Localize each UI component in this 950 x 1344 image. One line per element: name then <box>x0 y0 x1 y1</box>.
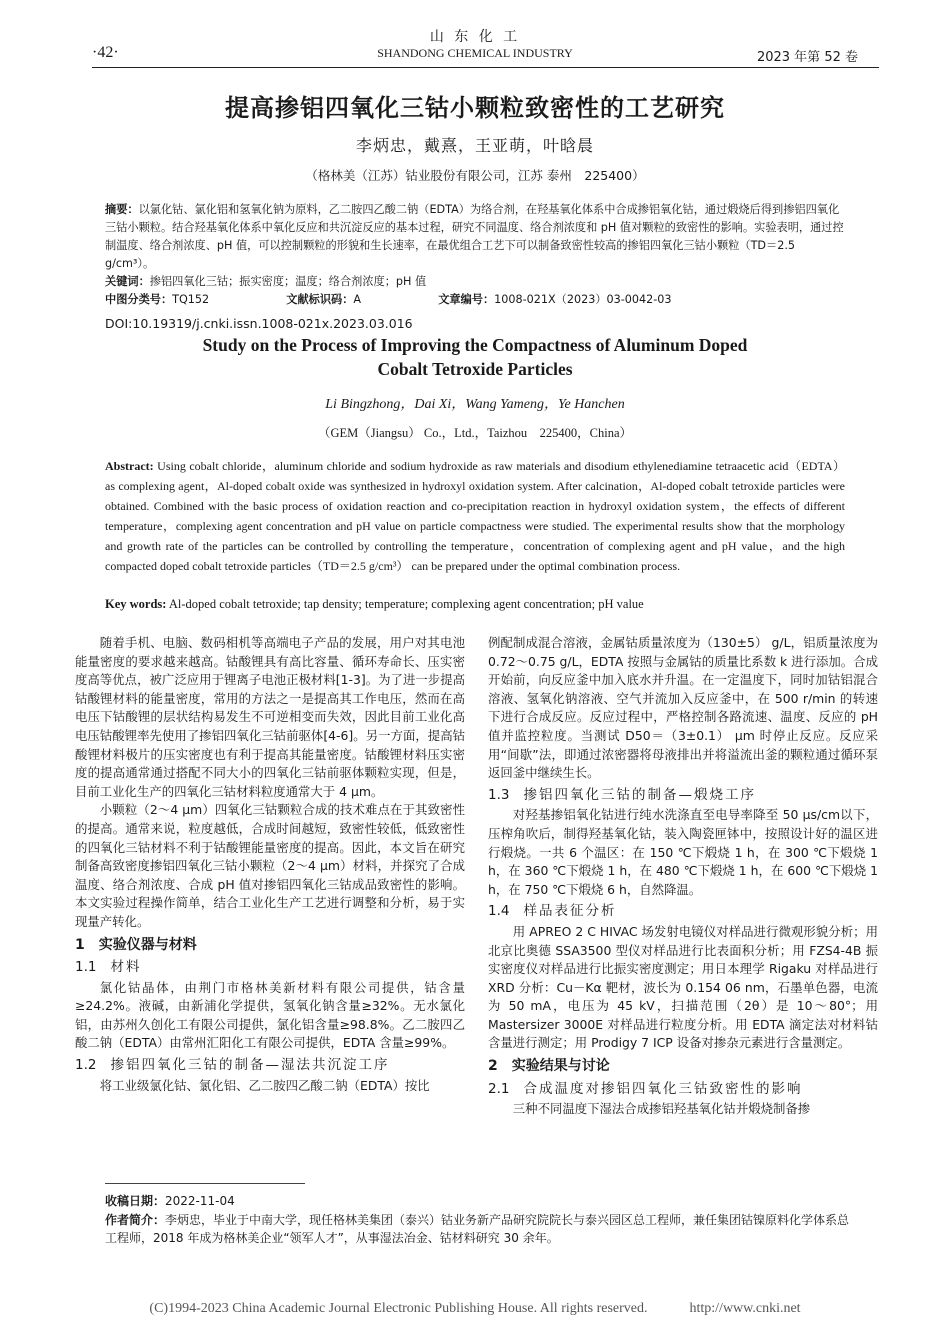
paragraph: 对羟基掺铝氧化钴进行纯水洗涤直至电导率降至 50 μs/cm以下，压榨角吹后，制得羟基氧化钴，装入陶瓷匣钵中，按照设计好的温区进行煅烧。一共 6 个温区：在 150 ℃下煅烧 1 h，在 300 ℃下煅烧 1 h，在 360 ℃下煅烧 1 h，在 480 ℃下煅烧 1 h，在 600 ℃下煅烧 1 h，在 750 ℃下煅烧 6 h，自然降温。 <box>488 807 878 897</box>
subsection-heading <box>488 902 878 921</box>
footnote <box>105 1192 850 1248</box>
abstract-en-label: Abstract: <box>105 459 154 473</box>
bio-label: 作者简介： <box>105 1212 166 1227</box>
bio-text: 李炳忠，毕业于中南大学，现任格林美集团（泰兴）钴业务新产品研究院院长与泰兴园区总工程师，兼任集团钴镍原料化学体系总工程师，2018 年成为格林美企业“领军人才”，从事湿法冶金、钴材料研究 30 余年。 <box>105 1212 850 1245</box>
subsection-heading <box>488 1080 878 1099</box>
copyright-watermark: (C)1994-2023 China Academic Journal Electronic Publishing House. All rights reserved. http://www.cnki.net <box>149 1301 801 1316</box>
subsection-number: 1.2 <box>75 1057 97 1074</box>
header-rule <box>92 67 879 68</box>
clc-label: 中图分类号： <box>105 293 173 306</box>
affiliation-cn: （格林美（江苏）钴业股份有限公司，江苏 泰州 225400） <box>305 168 645 183</box>
subsection-title: 合成温度对掺铝四氧化三钴致密性的影响 <box>523 1080 803 1097</box>
keywords-en-text: Al-doped cobalt tetroxide; tap density; temperature; complexing agent concentration; pH value <box>166 597 644 611</box>
body-right-column <box>488 634 878 1119</box>
abstract-cn-text: 以氯化钴、氯化铝和氢氧化钠为原料，乙二胺四乙酸二钠（EDTA）为络合剂，在羟基氧化体系中合成掺铝氧化钴，通过煅烧后得到掺铝四氧化三钴小颗粒。结合羟基氧化体系中氧化反应和共沉淀反应的基本过程，研究不同温度、络合剂浓度和 pH 值对颗粒的致密性的影响。实验表明，通过控制温度、络合剂浓度、pH 值，可以控制颗粒的形貌和生长速率，在最优组合工艺下可以制备致密性较高的掺铝四氧化三钴小颗粒（TD＝2.5 g/cm³）。 <box>105 203 844 270</box>
title-cn: 提高掺铝四氧化三钴小颗粒致密性的工艺研究 <box>225 94 725 122</box>
author-bio <box>105 1211 850 1248</box>
received-label: 收稿日期： <box>105 1194 166 1208</box>
doc-value: A <box>353 293 362 306</box>
paragraph: 氯化钴晶体，由荆门市格林美新材料有限公司提供，钴含量≥24.2%。液碱，由新浦化学提供，氢氧化钠含量≥32%。无水氯化铝，由苏州久创化工有限公司提供，氯化铝含量≥98.8%。乙二胺四乙酸二钠（EDTA）由常州汇阳化工有限公司提供，EDTA 含量≥99%。 <box>75 979 465 1051</box>
paragraph: 将工业级氯化钴、氯化铝、乙二胺四乙酸二钠（EDTA）按比 <box>99 1077 430 1093</box>
subsection-title: 掺铝四氧化三钴的制备—煅烧工序 <box>523 786 756 803</box>
doi: DOI:10.19319/j.cnki.issn.1008-021x.2023.03.016 <box>105 316 413 331</box>
page-number: ·42· <box>92 44 119 61</box>
abstract-en-text: Using cobalt chloride，aluminum chloride and sodium hydroxide as raw materials and disodium ethylenediamine tetraacetic acid（EDTA） as complexing agent，Al-doped cobalt oxide was synthesized in hydroxyl oxidation system. After calcination，Al-doped cobalt tetroxide particles were obtained. Combined with the basic process of oxidation reaction and co-precipitation reaction in hydroxyl oxidation system，the effects of different temperature，complexing agent concentration and pH value on particle compactness were studied. The experimental results show that the morphology and growth rate of the particles can be controlled by controlling the temperature，concentration of complexing agent and pH value，and the high compacted doped cobalt tetroxide particles（TD＝2.5 g/cm³） can be prepared under the optimal combination process. <box>105 459 845 573</box>
abstract-cn-label: 摘要： <box>105 203 139 216</box>
paragraph: 小颗粒（2～4 μm）四氧化三钴颗粒合成的技术难点在于其致密性的提高。通常来说，粒度越低，合成时间越短，致密性较低，低致密性的四氧化三钴材料不利于钴酸锂能量密度的提高。因此，本文旨在研究制备高致密度掺铝四氧化三钴小颗粒（2～4 μm）材料，并探究了合成温度、络合剂浓度、合成 pH 值对掺铝四氧化三钴成品致密性的影响。本文实验过程操作简单，结合工业化生产工艺进行调整和分析，易于实现量产转化。 <box>75 802 465 929</box>
received-value: 2022-11-04 <box>165 1194 235 1208</box>
paragraph: 随着手机、电脑、数码相机等高端电子产品的发展，用户对其电池能量密度的要求越来越高。钴酸锂具有高比容量、循环寿命长、压实密度高等优点，被广泛应用于锂离子电池正极材料[1-3]。为了进一步提高钴酸锂材料的能量密度，常用的方法之一是提高其工作电压，然而在高电压下钴酸锂的层状结构易发生不可逆相变而失效，因此目前工业化高电压钴酸锂率先使用了掺铝四氧化三钴前驱体[4-6]。另一方面，提高钴酸锂材料极片的压实密度也有利于提高其能量密度。钴酸锂材料压实密度的提高通常通过搭配不同大小的四氧化三钴前驱体颗粒实现，但是，目前工业化生产的四氧化三钴材料粒度通常大于 4 μm。 <box>75 635 465 799</box>
subsection-heading <box>75 1056 465 1075</box>
subsection-number: 2.1 <box>488 1080 510 1097</box>
paragraph: 例配制成混合溶液，金属钴质量浓度为（130±5） g/L，铝质量浓度为 0.72～0.75 g/L，EDTA 按照与金属钴的质量比系数 k 进行添加。合成开始前，向反应釜中加入底水并升温。在一定温度下，同时加钴铝混合溶液、氢氧化钠溶液、空气并流加入反应釜中，在 500 r/min 的转速下进行合成反应。反应过程中，严格控制各路流速、温度、反应的 pH 值并监控粒度。当测试 D50＝（3±0.1） μm 时停止反应。反应采用“间歇”法，即通过浓密器将母液排出并将溢流出釜的颗粒通过循环泵返回釜中继续生长。 <box>488 635 878 781</box>
authors-cn: 李炳忠，戴熹，王亚萌，叶晗晨 <box>355 136 594 155</box>
classification-line <box>105 291 845 309</box>
title-en-line1: Study on the Process of Improving the Compactness of Aluminum Doped <box>202 335 748 355</box>
keywords-cn <box>105 273 845 291</box>
keywords-cn-text: 掺铝四氧化三钴；振实密度；温度；络合剂浓度；pH 值 <box>149 275 427 288</box>
paragraph: 三种不同温度下湿法合成掺铝羟基氧化钴并煅烧制备掺 <box>512 1101 811 1117</box>
journal-name-cn: 山 东 化 工 <box>429 29 521 45</box>
issue-info: 2023 年第 52 卷 <box>756 50 858 65</box>
subsection-title: 掺铝四氧化三钴的制备—湿法共沉淀工序 <box>110 1057 390 1074</box>
journal-name-en: SHANDONG CHEMICAL INDUSTRY <box>377 46 573 60</box>
clc-value: TQ152 <box>172 293 210 306</box>
doc-label: 文献标识码： <box>286 293 354 306</box>
keywords-cn-label: 关键词： <box>105 275 150 288</box>
subsection-title: 样品表征分析 <box>523 903 617 920</box>
footnote-rule <box>105 1183 305 1184</box>
title-en <box>0 333 950 381</box>
keywords-en-label: Key words: <box>105 597 167 611</box>
abstract-en <box>105 456 845 576</box>
section-heading: 2 实验结果与讨论 <box>488 1058 610 1075</box>
subsection-heading <box>75 958 465 977</box>
affiliation-en: （GEM（Jiangsu） Co.，Ltd.，Taizhou 225400，China） <box>317 426 633 440</box>
subsection-number: 1.1 <box>75 959 97 976</box>
article-value: 1008-021X（2023）03-0042-03 <box>494 293 672 306</box>
authors-en: Li Bingzhong，Dai Xi，Wang Yameng，Ye Hanchen <box>325 397 625 412</box>
paragraph: 用 APREO 2 C HIVAC 场发射电镜仪对样品进行微观形貌分析；用北京比奥德 SSA3500 型仪对样品进行比表面积分析；用 FZS4-4B 振实密度仪对样品进行比振实密度测定；用日本理学 Rigaku 对样品进行 XRD 分析：Cu－Kα 靶材，波长为 0.154 06 nm，石墨单色器，电流为 50 mA，电压为 45 kV，扫描范围（2θ）是 10～80°；用 Mastersizer 3000E 对样品进行粒度分析。用 EDTA 滴定法对材料钴含量进行测定；用 Prodigy 7 ICP 设备对掺杂元素进行含量测定。 <box>488 923 878 1051</box>
keywords-en <box>105 597 845 612</box>
received-date <box>105 1192 850 1211</box>
section-heading: 1 实验仪器与材料 <box>75 936 197 953</box>
article-label: 文章编号： <box>438 293 495 306</box>
subsection-heading <box>488 786 878 805</box>
subsection-number: 1.4 <box>488 903 510 920</box>
subsection-title: 材料 <box>110 959 142 976</box>
body-left-column <box>75 634 465 1095</box>
subsection-number: 1.3 <box>488 786 510 803</box>
abstract-cn <box>105 201 845 273</box>
title-en-line2: Cobalt Tetroxide Particles <box>377 359 573 379</box>
